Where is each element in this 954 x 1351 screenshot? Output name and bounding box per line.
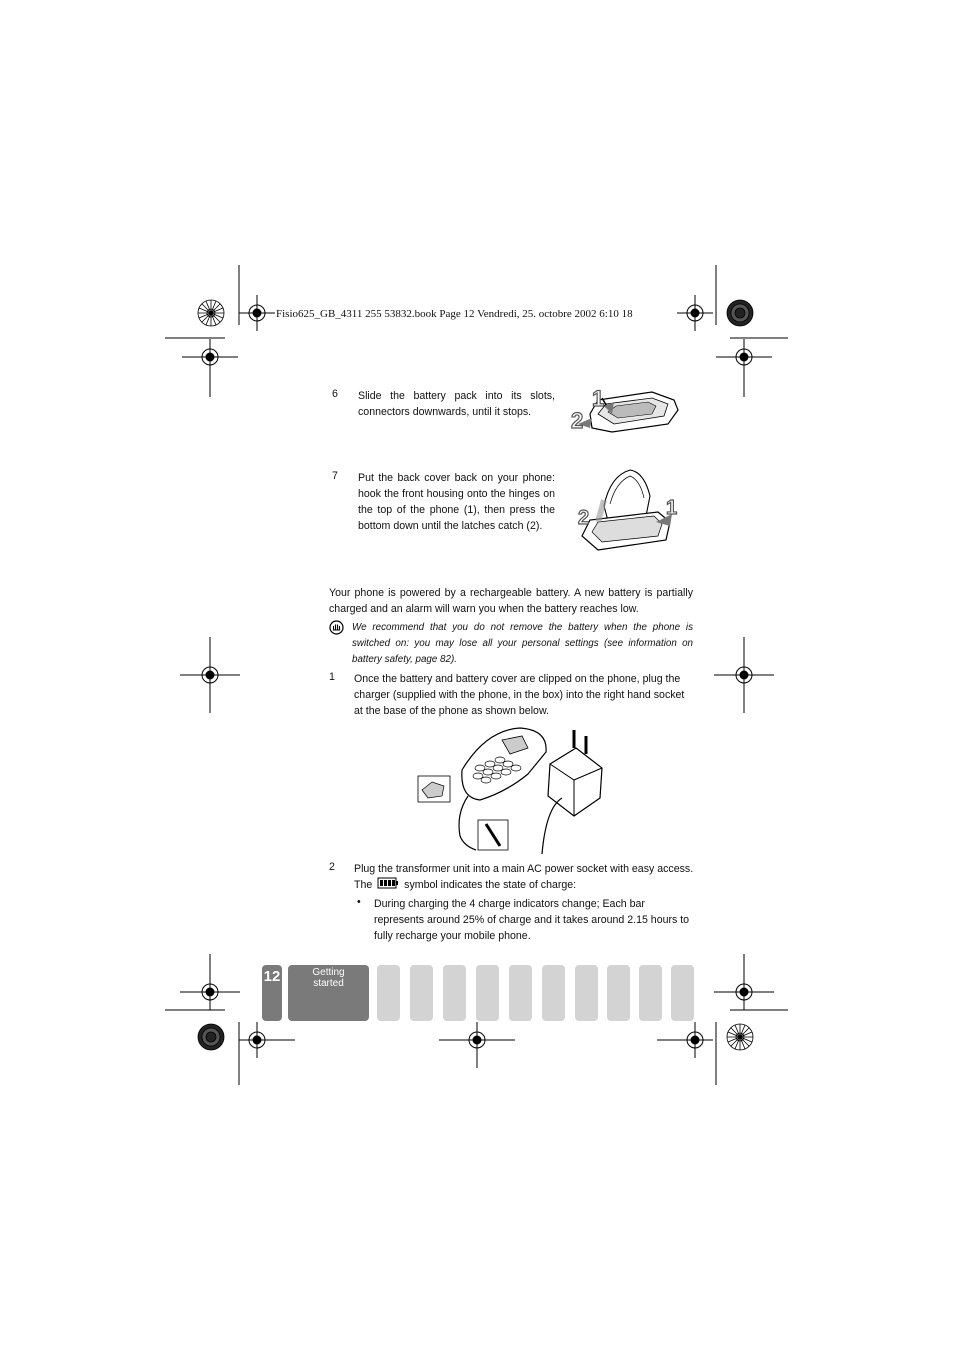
step-2-line-2	[354, 877, 576, 893]
step-2-line-2-start: The	[354, 879, 373, 891]
step-2-number: 2	[329, 861, 335, 873]
section-tab[interactable]	[410, 965, 433, 1021]
section-tab[interactable]	[575, 965, 598, 1021]
figure-2-label-1: 1	[666, 497, 678, 519]
print-header: Fisio625_GB_4311 255 53832.book Page 12 Vendredi, 25. octobre 2002 6:10 18	[276, 308, 633, 320]
step-2-line-2-end: symbol indicates the state of charge:	[404, 879, 577, 891]
step-6-text: Slide the battery pack into its slots, connectors downwards, until it stops.	[358, 390, 555, 418]
section-tab[interactable]	[509, 965, 532, 1021]
figure-1-label-2: 2	[571, 408, 584, 433]
section-tab[interactable]	[476, 965, 499, 1021]
step-7-number: 7	[332, 470, 338, 482]
phone-charger-illustration	[416, 724, 608, 854]
battery-removal-note: We recommend that you do not remove the battery when the phone is switched on: you may lose all your personal settings (see information on battery safety, page 82).	[352, 622, 693, 665]
section-tab-line-2: started	[313, 978, 344, 989]
section-tab[interactable]	[377, 965, 400, 1021]
battery-intro-paragraph: Your phone is powered by a rechargeable battery. A new battery is partially charged and an alarm will warn you when the battery reaches low.	[329, 587, 693, 615]
section-tab[interactable]	[443, 965, 466, 1021]
back-cover-illustration	[574, 466, 684, 556]
section-tab[interactable]	[607, 965, 630, 1021]
page-number-tab: 12	[262, 965, 282, 1021]
warning-hand-icon	[329, 620, 344, 635]
bullet-symbol: •	[357, 896, 361, 908]
step-1-number: 1	[329, 671, 335, 683]
step-6-number: 6	[332, 388, 338, 400]
section-tab[interactable]	[639, 965, 662, 1021]
battery-icon	[377, 877, 399, 889]
figure-2-label-2: 2	[578, 507, 590, 529]
figure-1-label-1: 1	[592, 386, 605, 411]
section-tab[interactable]	[542, 965, 565, 1021]
section-tab-line-1: Getting	[312, 967, 345, 978]
section-tab[interactable]	[671, 965, 694, 1021]
section-tab-getting-started[interactable]	[288, 965, 369, 1021]
charging-bullet-text: During charging the 4 charge indicators change; Each bar represents around 25% of charge and it takes around 2.15 hours to fully recharge your mobile phone.	[374, 898, 690, 942]
step-1-text: Once the battery and battery cover are clipped on the phone, plug the charger (supplied with the phone, in the box) into the right hand socket at the base of the phone as shown below.	[354, 673, 685, 717]
step-7-text: Put the back cover back on your phone: hook the front housing onto the hinges on the top of the phone (1), then press the bottom down until the latches catch (2).	[358, 472, 555, 532]
step-2-line-1: Plug the transformer unit into a main AC power socket with easy access.	[354, 863, 694, 875]
battery-insertion-illustration	[568, 384, 684, 440]
